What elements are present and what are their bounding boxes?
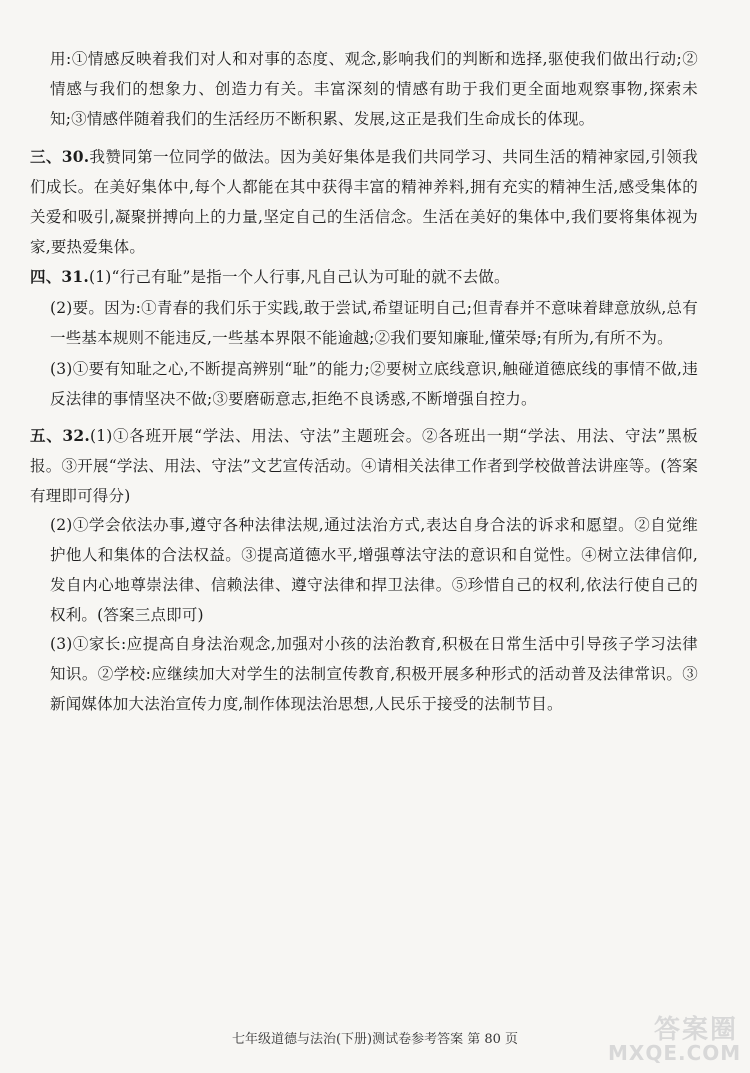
question-number-32: 五、32.	[30, 426, 90, 445]
question-number-31: 四、31.	[30, 267, 89, 286]
site-watermark	[608, 1009, 742, 1065]
page-footer: 七年级道德与法治(下册)测试卷参考答案 第 80 页	[231, 1032, 519, 1047]
answer-q31-part1	[30, 262, 698, 292]
answer-q30-text: 我赞同第一位同学的做法。因为美好集体是我们共同学习、共同生活的精神家园,引领我们成长。在美好集体中,每个人都能在其中获得丰富的精神养料,拥有充实的精神生活,感受集体的关爱和吸引,凝聚拼搏向上的力量,坚定自己的生活信念。生活在美好的集体中,我们要将集体视为家,要热爱集体。	[30, 148, 698, 256]
watermark-logo-text: 答案圈	[653, 1015, 738, 1045]
answer-q32-part1	[30, 421, 698, 511]
answer-q31-part3: (3)①要有知耻之心,不断提高辨别“耻”的能力;②要树立底线意识,触碰道德底线的事情不做,违反法律的事情坚决不做;③要磨砺意志,拒绝不良诱惑,不断增强自控力。	[50, 360, 698, 408]
answer-q30	[30, 142, 698, 262]
answer-q32-part3: (3)①家长:应提高自身法治观念,加强对小孩的法治教育,积极在日常生活中引导孩子学习法律知识。②学校:应继续加大对学生的法制宣传教育,积极开展多种形式的活动普及法律常识。③新闻媒体加大法治宣传力度,制作体现法治思想,人民乐于接受的法制节目。	[50, 635, 698, 713]
answer-q31-part1-text: (1)“行己有耻”是指一个人行事,凡自己认为可耻的就不去做。	[88, 268, 510, 286]
answer-q32-part1-text: (1)①各班开展“学法、用法、守法”主题班会。②各班出一期“学法、用法、守法”黑板报。③开展“学法、用法、守法”文艺宣传活动。④请相关法律工作者到学校做普法讲座等。(答案有理即可得分)	[30, 427, 699, 505]
answer-q31-part2: (2)要。因为:①青春的我们乐于实践,敢于尝试,希望证明自己;但青春并不意味着肆意放纵,总有一些基本规则不能违反,一些基本界限不能逾越;②我们要知廉耻,懂荣辱;有所为,有所不为。	[50, 299, 698, 347]
answer-q32-part2: (2)①学会依法办事,遵守各种法律法规,通过法治方式,表达自身合法的诉求和愿望。②自觉维护他人和集体的合法权益。③提高道德水平,增强尊法守法的意识和自觉性。④树立法律信仰,发自内心地尊崇法律、信赖法律、遵守法律和捍卫法律。⑤珍惜自己的权利,依法行使自己的权利。(答案三点即可)	[50, 516, 698, 624]
question-number-30: 三、30.	[30, 147, 90, 166]
answer-q29-continuation: 用:①情感反映着我们对人和对事的态度、观念,影响我们的判断和选择,驱使我们做出行动;②情感与我们的想象力、创造力有关。丰富深刻的情感有助于我们更全面地观察事物,探索未知;③情感伴随着我们的生活经历不断积累、发展,这正是我们生命成长的体现。	[50, 50, 698, 128]
watermark-url: MXQE.COM	[608, 1041, 742, 1065]
